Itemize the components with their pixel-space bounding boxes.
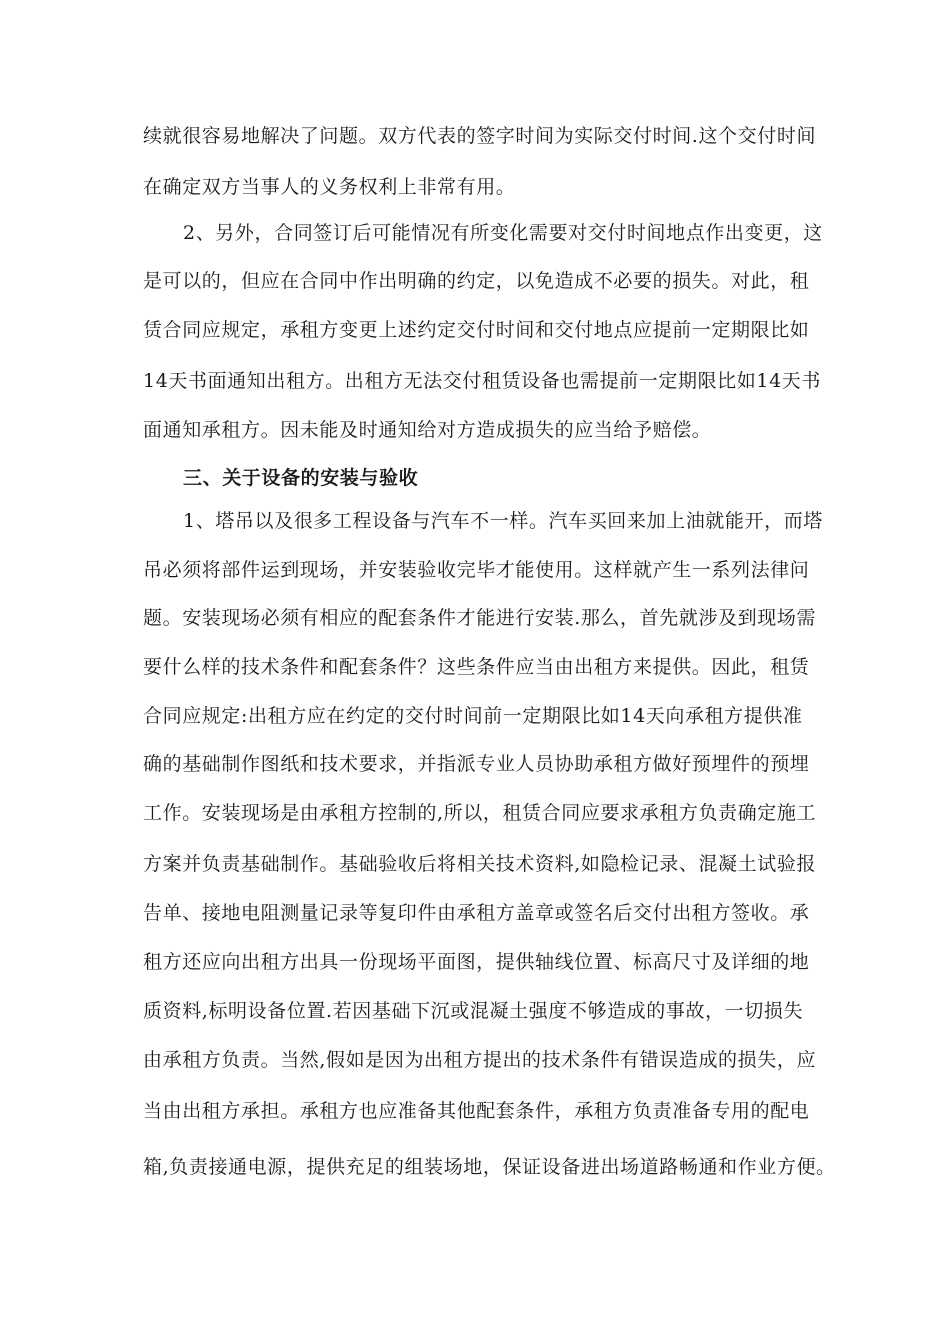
paragraph-line: 要什么样的技术条件和配套条件？这些条件应当由出租方来提供。因此，租赁	[143, 656, 810, 678]
section-heading: 三、关于设备的安装与验收	[183, 467, 419, 489]
paragraph-line: 租方还应向出租方出具一份现场平面图，提供轴线位置、标高尺寸及详细的地	[143, 951, 810, 973]
paragraph-line: 面通知承租方。因未能及时通知给对方造成损失的应当给予赔偿。	[143, 419, 712, 441]
paragraph-line: 题。安装现场必须有相应的配套条件才能进行安装.那么，首先就涉及到现场需	[143, 607, 817, 629]
paragraph-line: 告单、接地电阻测量记录等复印件由承租方盖章或签名后交付出租方签收。承	[143, 902, 810, 924]
paragraph-line: 当由出租方承担。承租方也应准备其他配套条件，承租方负责准备专用的配电	[143, 1100, 810, 1122]
paragraph-line: 续就很容易地解决了问题。双方代表的签字时间为实际交付时间.这个交付时间	[143, 125, 817, 147]
paragraph-line: 赁合同应规定，承租方变更上述约定交付时间和交付地点应提前一定期限比如	[143, 319, 810, 341]
paragraph-line: 2、另外，合同签订后可能情况有所变化需要对交付时间地点作出变更，这	[183, 222, 823, 244]
paragraph-line: 合同应规定:出租方应在约定的交付时间前一定期限比如14天向承租方提供准	[143, 705, 803, 727]
paragraph-line: 在确定双方当事人的义务权利上非常有用。	[143, 176, 516, 198]
paragraph-line: 方案并负责基础制作。基础验收后将相关技术资料,如隐检记录、混凝土试验报	[143, 853, 817, 875]
paragraph-line: 吊必须将部件运到现场，并安装验收完毕才能使用。这样就产生一系列法律问	[143, 559, 810, 581]
paragraph-line: 质资料,标明设备位置.若因基础下沉或混凝土强度不够造成的事故，一切损失	[143, 1000, 804, 1022]
paragraph-line: 确的基础制作图纸和技术要求，并指派专业人员协助承租方做好预埋件的预埋	[143, 753, 810, 775]
paragraph-line: 1、塔吊以及很多工程设备与汽车不一样。汽车买回来加上油就能开，而塔	[183, 510, 823, 532]
paragraph-line: 箱,负责接通电源，提供充足的组装场地，保证设备进出场道路畅通和作业方便。	[143, 1156, 836, 1178]
paragraph-line: 是可以的，但应在合同中作出明确的约定，以免造成不必要的损失。对此，租	[143, 270, 810, 292]
paragraph-line: 14天书面通知出租方。出租方无法交付租赁设备也需提前一定期限比如14天书	[143, 370, 821, 392]
paragraph-line: 由承租方负责。当然,假如是因为出租方提出的技术条件有错误造成的损失，应	[143, 1049, 817, 1071]
paragraph-line: 工作。安装现场是由承租方控制的,所以，租赁合同应要求承租方负责确定施工	[143, 802, 817, 824]
